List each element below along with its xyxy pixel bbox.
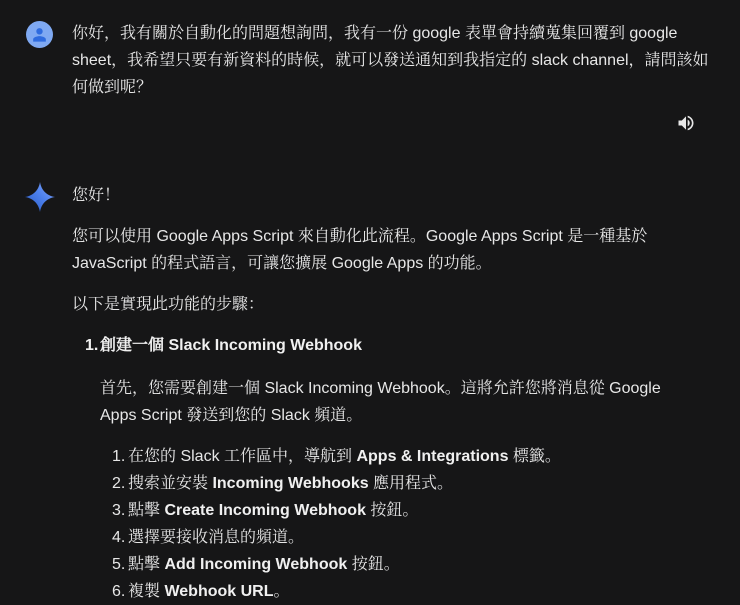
user-avatar bbox=[26, 21, 53, 48]
assistant-message bbox=[0, 182, 740, 605]
substep-6: 6. 複製 Webhook URL。 bbox=[112, 583, 290, 600]
assistant-message-body bbox=[72, 182, 661, 605]
user-message-line: sheet，我希望只要有新資料的時候，就可以發送通知到我指定的 slack channel，請問該如 bbox=[72, 52, 709, 69]
speak-message-button[interactable] bbox=[676, 113, 696, 133]
assistant-intro: 您可以使用 Google Apps Script 來自動化此流程。Google Apps Script 是一種基於 JavaScript 的程式語言，可讓您擴展 Google Apps 的功能。 bbox=[72, 228, 648, 272]
user-message-line: 何做到呢？ bbox=[72, 79, 153, 96]
step-1-title: 創建一個 Slack Incoming Webhook bbox=[100, 337, 362, 354]
user-message bbox=[0, 0, 740, 101]
step-1-substeps bbox=[100, 443, 661, 605]
person-icon bbox=[30, 25, 49, 44]
substep-1: 1. 在您的 Slack 工作區中，導航到 Apps & Integrations 標籤。 bbox=[112, 448, 561, 465]
substep-3: 3. 點擊 Create Incoming Webhook 按鈕。 bbox=[112, 502, 419, 519]
assistant-greeting: 您好！ bbox=[72, 187, 121, 204]
volume-icon bbox=[676, 113, 696, 133]
message-actions bbox=[0, 113, 740, 133]
substep-4: 4. 選擇要接收消息的頻道。 bbox=[112, 529, 305, 546]
step-1 bbox=[72, 332, 661, 605]
step-number: 1. bbox=[85, 337, 99, 354]
steps-intro: 以下是實現此功能的步驟： bbox=[72, 296, 265, 313]
user-message-line: 你好，我有關於自動化的問題想詢問，我有一份 google 表單會持續蒐集回覆到 google bbox=[72, 25, 678, 42]
step-1-description: 首先，您需要創建一個 Slack Incoming Webhook。這將允許您將消息從 Google Apps Script 發送到您的 Slack 頻道。 bbox=[100, 380, 661, 424]
gemini-sparkle-icon bbox=[25, 182, 55, 212]
user-message-text bbox=[72, 20, 709, 101]
substep-2: 2. 搜索並安裝 Incoming Webhooks 應用程式。 bbox=[112, 475, 454, 492]
substep-5: 5. 點擊 Add Incoming Webhook 按鈕。 bbox=[112, 556, 400, 573]
